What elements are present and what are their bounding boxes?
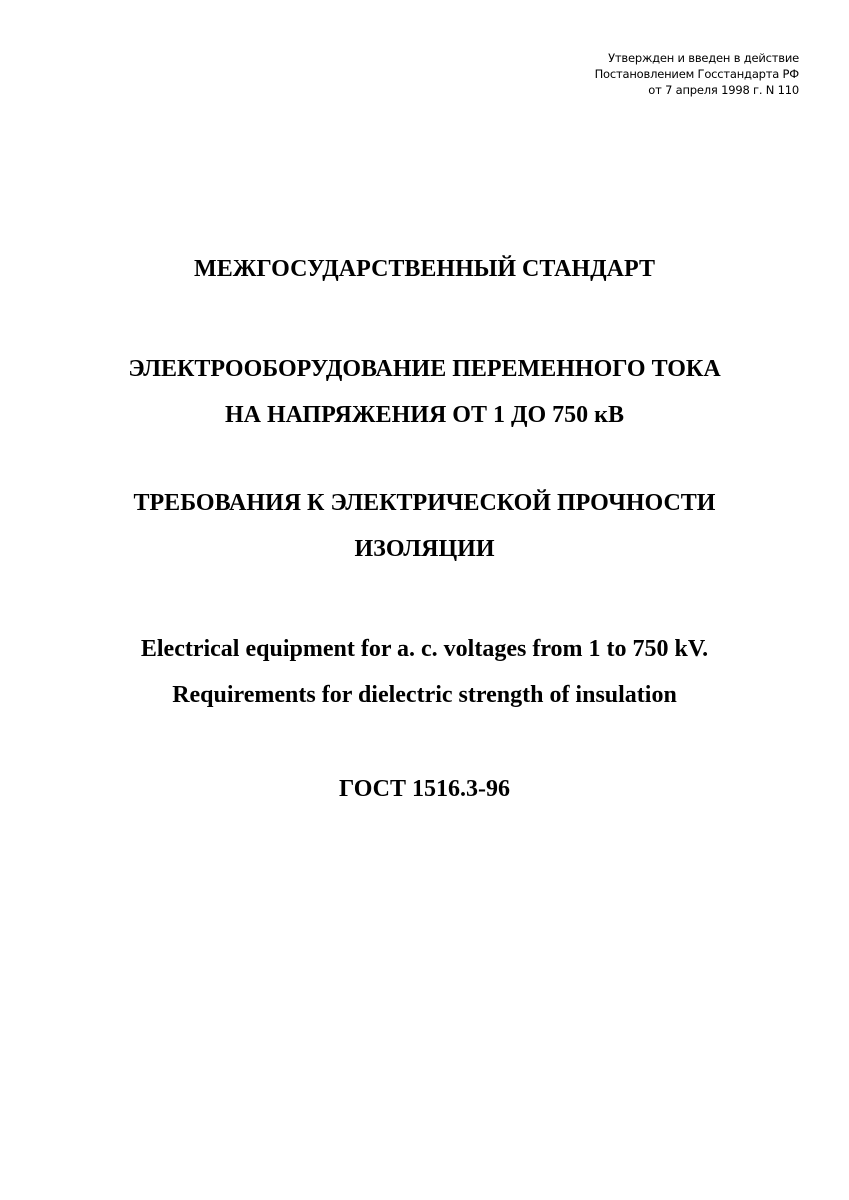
subtitle-russian: [0, 480, 849, 572]
standard-designation: ГОСТ 1516.3-96: [339, 776, 510, 802]
title-russian-line-2: НА НАПРЯЖЕНИЯ ОТ 1 ДО 750 кВ: [225, 402, 624, 428]
approval-line-3: от 7 апреля 1998 г. N 110: [648, 83, 799, 97]
title-russian-line-1: ЭЛЕКТРООБОРУДОВАНИЕ ПЕРЕМЕННОГО ТОКА: [128, 356, 721, 382]
approval-note: [595, 50, 799, 98]
standard-type-heading: МЕЖГОСУДАРСТВЕННЫЙ СТАНДАРТ: [194, 256, 655, 282]
approval-line-2: Постановлением Госстандарта РФ: [594, 67, 799, 81]
title-english-line-1: Electrical equipment for a. c. voltages from 1 to 750 kV.: [140, 636, 709, 662]
subtitle-russian-line-1: ТРЕБОВАНИЯ К ЭЛЕКТРИЧЕСКОЙ ПРОЧНОСТИ: [133, 490, 716, 516]
title-english: [0, 626, 849, 718]
subtitle-russian-line-2: ИЗОЛЯЦИИ: [354, 536, 495, 562]
approval-line-1: Утвержден и введен в действие: [608, 51, 799, 65]
title-english-line-2: Requirements for dielectric strength of insulation: [172, 682, 677, 708]
title-russian: [0, 346, 849, 438]
